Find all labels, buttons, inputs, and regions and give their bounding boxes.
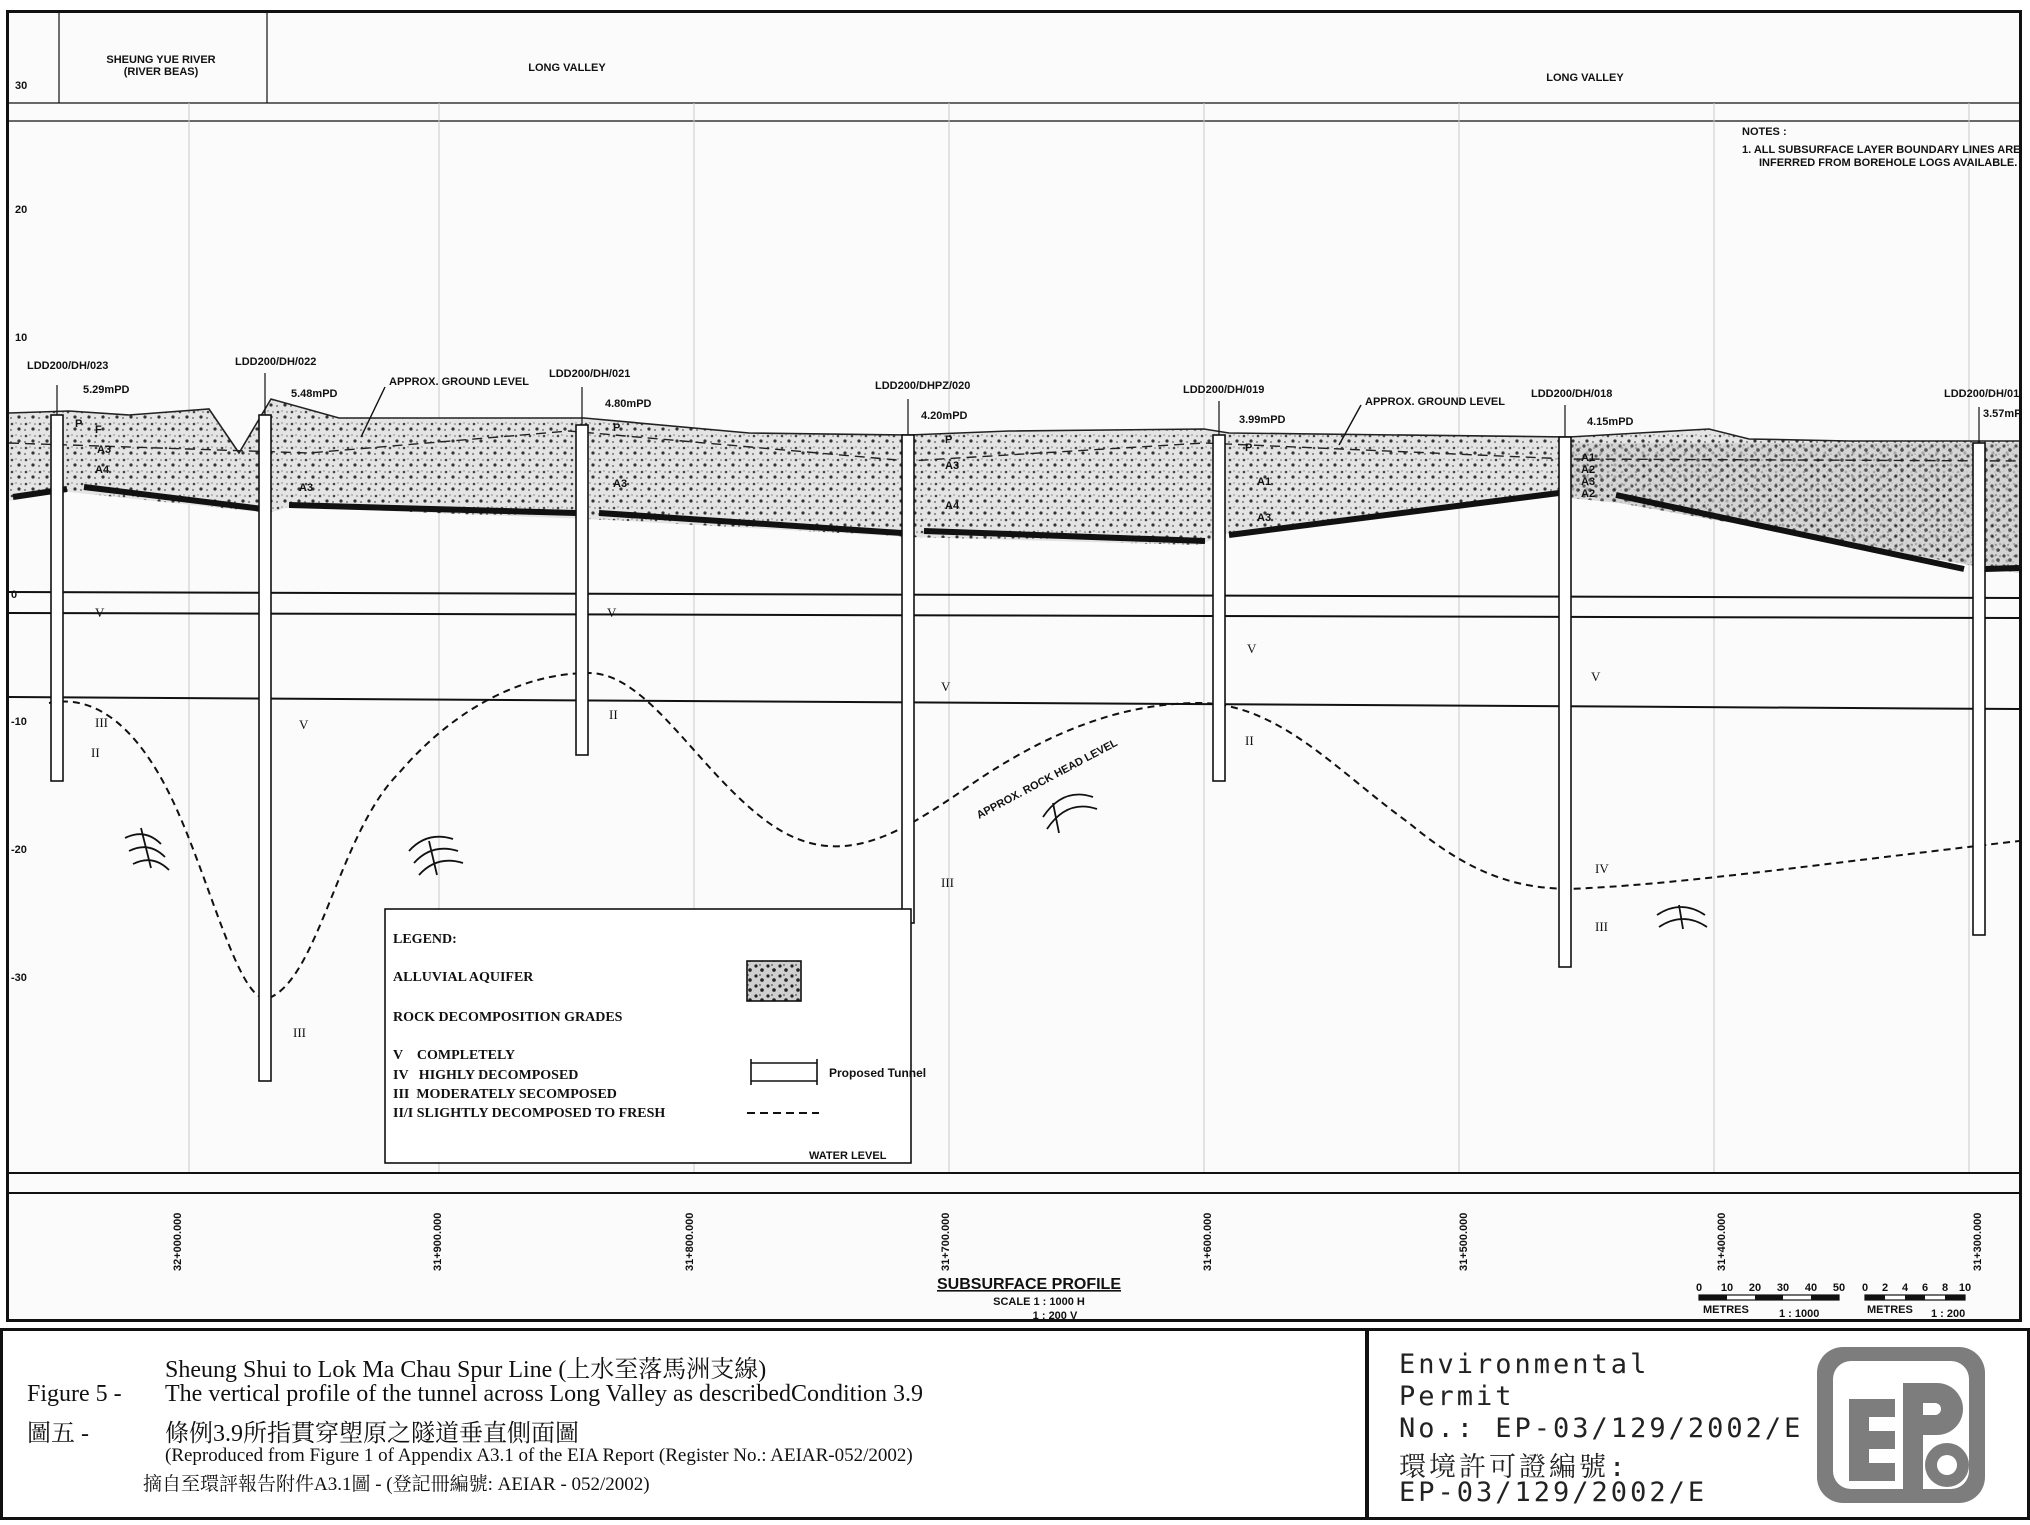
layer-code: P <box>613 422 621 434</box>
legend-grade-iii: III MODERATELY SECOMPOSED <box>393 1087 617 1102</box>
scale-bar-2-tick: 2 <box>1881 1282 1889 1294</box>
notes-line-1: 1. ALL SUBSURFACE LAYER BOUNDARY LINES ARE <box>1742 144 2019 156</box>
header-river-name: SHEUNG YUE RIVER <box>106 54 216 66</box>
legend-grade-iv: IV HIGHLY DECOMPOSED <box>393 1068 579 1083</box>
scale-bar-2-tick: 10 <box>1958 1282 1972 1294</box>
borehole-id: LDD200/DH/018 <box>1531 388 1613 400</box>
subsurface-profile-diagram <box>9 13 2019 1319</box>
grade-label: III <box>293 1025 306 1040</box>
scale-h: SCALE 1 : 1000 H <box>993 1296 1085 1308</box>
caption-figure-text-zh: 條例3.9所指貫穿塱原之隧道垂直側面圖 <box>165 1421 579 1447</box>
layer-code: A1 <box>1257 476 1272 488</box>
profile-title-block <box>937 1276 1121 1319</box>
elev-tick: -10 <box>11 716 27 728</box>
chainage: 31+600.000 <box>1202 1212 1214 1271</box>
elev-tick: 20 <box>15 204 28 216</box>
scale-bar-2-tick: 0 <box>1861 1282 1869 1294</box>
legend-grade-ii: II/I SLIGHTLY DECOMPOSED TO FRESH <box>393 1106 666 1121</box>
legend-box <box>385 909 926 1163</box>
grade-label: IV <box>1595 861 1609 876</box>
borehole-id: LDD200/DH/019 <box>1183 384 1265 396</box>
layer-code: F <box>95 424 102 436</box>
borehole-id: LDD200/DH/022 <box>235 356 317 368</box>
grade-label: V <box>941 679 951 694</box>
profile-title: SUBSURFACE PROFILE <box>936 1276 1122 1293</box>
elev-tick: 30 <box>15 80 28 92</box>
scale-bar-1-ratio: 1 : 1000 <box>1779 1308 1820 1319</box>
scale-bar-1-tick: 0 <box>1695 1282 1703 1294</box>
scale-bar-1-tick: 50 <box>1832 1282 1846 1294</box>
grade-boundary-lines <box>9 592 2019 1193</box>
legend-title: LEGEND: <box>393 932 457 947</box>
header-band <box>9 13 2019 121</box>
notes-heading: NOTES : <box>1742 126 1787 138</box>
scale-bar-2-unit: METRES <box>1867 1304 1913 1316</box>
layer-code: A1 <box>1581 452 1596 464</box>
legend-alluvial-swatch <box>747 961 801 1001</box>
legend-rock-grades-title: ROCK DECOMPOSITION GRADES <box>393 1010 623 1025</box>
permit-box <box>1366 1328 2030 1520</box>
header-river-sub: (RIVER BEAS) <box>123 66 199 78</box>
layer-code: A3 <box>613 478 628 490</box>
grade-label: V <box>1247 641 1257 656</box>
ground-level-label-2: APPROX. GROUND LEVEL <box>1365 396 1505 408</box>
permit-number-en: No.: EP-03/129/2002/E <box>1399 1413 1804 1444</box>
borehole-level: 3.57mP <box>1983 408 2019 420</box>
permit-line-2: Permit <box>1399 1381 1515 1412</box>
rock-head-label: APPROX. ROCK HEAD LEVEL <box>974 737 1120 822</box>
borehole-id: LDD200/DHPZ/020 <box>875 380 971 392</box>
caption-reproduced-zh: 摘自至環評報告附件A3.1圖 - (登記冊編號: AEIAR - 052/2002) <box>143 1474 650 1495</box>
notes-line-2: INFERRED FROM BOREHOLE LOGS AVAILABLE. <box>1759 157 2018 169</box>
borehole-id: LDD200/DH/023 <box>27 360 109 372</box>
layer-code: A3 <box>1257 512 1272 524</box>
header-long-valley-2: LONG VALLEY <box>1546 72 1624 84</box>
layer-code: A3 <box>97 444 112 456</box>
legend-tunnel-label: Proposed Tunnel <box>829 1066 927 1080</box>
epd-logo <box>1815 1345 1987 1505</box>
borehole-level: 4.15mPD <box>1587 416 1634 428</box>
scale-bar-2-tick: 4 <box>1901 1282 1909 1294</box>
chainage: 31+800.000 <box>684 1212 696 1271</box>
notes-block <box>1742 126 2019 169</box>
layer-code: A3 <box>299 482 314 494</box>
borehole-level: 5.48mPD <box>291 388 338 400</box>
scale-bar-1 <box>1696 1282 1845 1319</box>
scale-bar-1-unit: METRES <box>1703 1304 1749 1316</box>
elev-tick: -30 <box>11 972 27 984</box>
layer-code: P <box>75 418 83 430</box>
tunnel-symbols <box>125 795 1707 930</box>
chainage: 31+900.000 <box>432 1212 444 1271</box>
chainage: 32+000.000 <box>172 1212 184 1271</box>
layer-code: P <box>1245 442 1253 454</box>
borehole-level: 3.99mPD <box>1239 414 1286 426</box>
layer-code: A3 <box>945 460 960 472</box>
legend-grade-v: V COMPLETELY <box>393 1048 516 1063</box>
layer-code: A2 <box>1581 488 1596 500</box>
grade-label: III <box>95 715 108 730</box>
scale-bar-1-tick: 20 <box>1748 1282 1762 1294</box>
ground-level-label-1: APPROX. GROUND LEVEL <box>389 376 529 388</box>
caption-figure-label-zh: 圖五 - <box>27 1421 89 1447</box>
legend-alluvial-label: ALLUVIAL AQUIFER <box>393 970 534 985</box>
chainage: 31+300.000 <box>1972 1212 1984 1271</box>
grade-label: V <box>1591 669 1601 684</box>
caption-reproduced-en: (Reproduced from Figure 1 of Appendix A3.1 of the EIA Report (Register No.: AEIAR-052/2002) <box>165 1445 913 1466</box>
chainage: 31+400.000 <box>1716 1212 1728 1271</box>
permit-label-zh: 環境許可證編號: <box>1399 1452 1629 1483</box>
grade-label: II <box>91 745 100 760</box>
chainage: 31+500.000 <box>1458 1212 1470 1271</box>
scale-bar-2-tick: 8 <box>1941 1282 1949 1294</box>
layer-code: A2 <box>1581 464 1596 476</box>
layer-code: A3 <box>1581 476 1596 488</box>
borehole-id: LDD200/DH/021 <box>549 368 631 380</box>
caption-figure-text-en: The vertical profile of the tunnel across Long Valley as describedCondition 3.9 <box>165 1381 924 1407</box>
grade-label: V <box>607 605 617 620</box>
grade-label: III <box>941 875 954 890</box>
layer-code: P <box>945 434 953 446</box>
layer-code: A4 <box>95 464 110 476</box>
borehole-level: 5.29mPD <box>83 384 130 396</box>
elev-tick: 0 <box>11 589 18 601</box>
permit-line-1: Environmental <box>1399 1349 1650 1380</box>
scale-bar-1-tick: 40 <box>1804 1282 1818 1294</box>
grade-label: II <box>1245 733 1254 748</box>
permit-number-zh: EP-03/129/2002/E <box>1399 1477 1708 1508</box>
borehole-id: LDD200/DH/017 <box>1944 388 2019 400</box>
profile-drawing-frame <box>6 10 2022 1322</box>
elev-tick: 10 <box>15 332 28 344</box>
grade-label: V <box>299 717 309 732</box>
grade-label: II <box>609 707 618 722</box>
elev-tick: -20 <box>11 844 27 856</box>
scale-bar-2-tick: 6 <box>1921 1282 1929 1294</box>
figure-caption-box <box>0 1328 1368 1520</box>
scale-bar-1-tick: 10 <box>1720 1282 1734 1294</box>
chainage: 31+700.000 <box>940 1212 952 1271</box>
header-long-valley-1: LONG VALLEY <box>528 62 606 74</box>
scale-v: 1 : 200 V <box>1032 1310 1078 1319</box>
borehole-level: 4.80mPD <box>605 398 652 410</box>
layer-code: A4 <box>945 500 960 512</box>
grade-label: III <box>1595 919 1608 934</box>
caption-figure-label-en: Figure 5 - <box>27 1381 122 1407</box>
scale-bar-1-tick: 30 <box>1776 1282 1790 1294</box>
borehole-level: 4.20mPD <box>921 410 968 422</box>
scale-bar-2 <box>1862 1282 1971 1319</box>
scale-bar-2-ratio: 1 : 200 <box>1931 1308 1966 1319</box>
chainage-labels <box>172 1213 1984 1271</box>
rock-head-curve <box>49 673 2019 999</box>
caption-project-title: Sheung Shui to Lok Ma Chau Spur Line (上水至落馬洲支線) <box>165 1357 767 1383</box>
elevation-axis <box>11 80 27 984</box>
water-level-label: WATER LEVEL <box>809 1150 887 1162</box>
grade-label: V <box>95 605 105 620</box>
